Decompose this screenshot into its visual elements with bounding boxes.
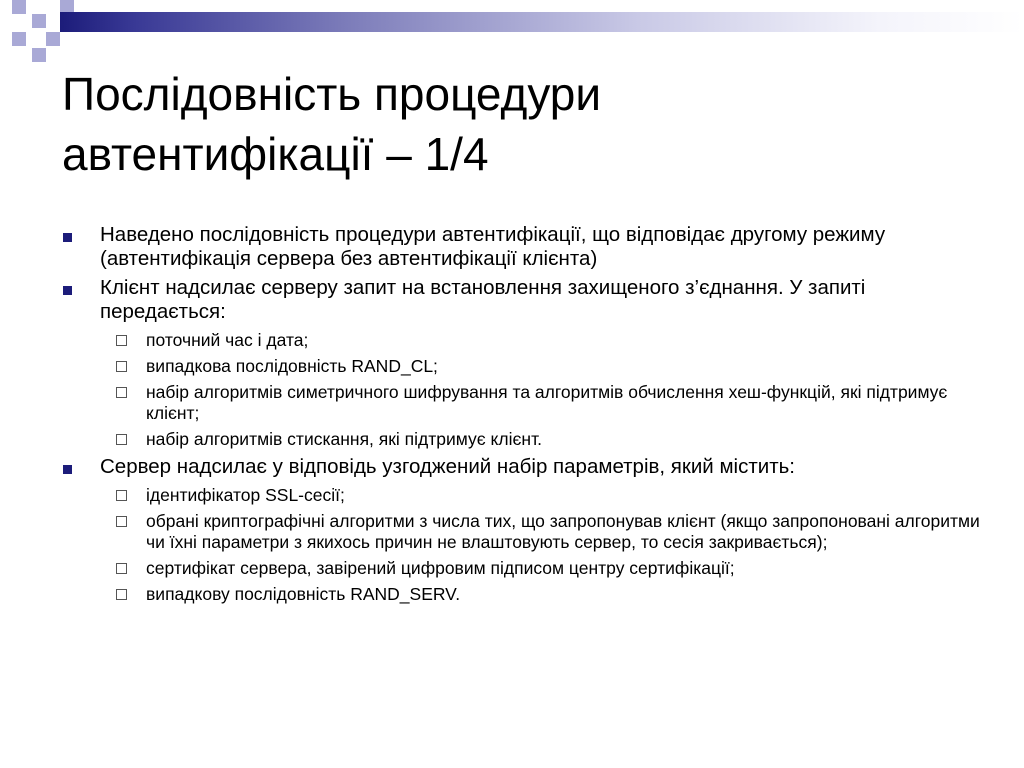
bullet-text: Клієнт надсилає серверу запит на встановлення захищеного з’єднання. У запиті передається: bbox=[100, 276, 866, 323]
sub-bullet-text: набір алгоритмів симетричного шифрування та алгоритмів обчислення хеш-функцій, які підтримує клієнт; bbox=[146, 382, 948, 423]
title-line: автентифікації – 1/4 bbox=[62, 128, 489, 180]
bullet-text: Сервер надсилає у відповідь узгоджений набір параметрів, який містить: bbox=[100, 455, 795, 478]
hollow-square-bullet-icon bbox=[116, 387, 127, 398]
square-bullet-icon bbox=[63, 233, 72, 242]
hollow-square-bullet-icon bbox=[116, 335, 127, 346]
deco-square bbox=[12, 32, 26, 46]
hollow-square-bullet-icon bbox=[116, 361, 127, 372]
sub-bullet-item bbox=[62, 330, 982, 351]
slide-title bbox=[62, 64, 982, 184]
sub-bullet-item bbox=[62, 511, 982, 553]
deco-square bbox=[46, 32, 60, 46]
deco-square bbox=[60, 0, 74, 12]
sub-bullet-text: випадкову послідовність RAND_SERV. bbox=[146, 584, 461, 604]
bullet-item bbox=[62, 276, 982, 450]
bullet-item bbox=[62, 223, 982, 271]
sub-bullet-item bbox=[62, 356, 982, 377]
square-bullet-icon bbox=[63, 286, 72, 295]
sub-bullet-text: ідентифікатор SSL-сесії; bbox=[146, 485, 345, 505]
hollow-square-bullet-icon bbox=[116, 434, 127, 445]
slide-body bbox=[62, 223, 982, 610]
sub-bullet-item bbox=[62, 558, 982, 579]
sub-bullet-item bbox=[62, 429, 982, 450]
sub-bullet-text: обрані криптографічні алгоритми з числа тих, що запропонував клієнт (якщо запропоновані алгоритми чи їхні параметри з якихось причин не влаштовують сервер, то сесія закривається); bbox=[146, 511, 980, 552]
sub-bullet-item bbox=[62, 485, 982, 506]
hollow-square-bullet-icon bbox=[116, 490, 127, 501]
header-gradient-band bbox=[60, 12, 1024, 32]
sub-bullet-text: випадкова послідовність RAND_CL; bbox=[146, 356, 438, 376]
deco-square bbox=[32, 14, 46, 28]
sub-bullet-item bbox=[62, 584, 982, 605]
sub-bullet-item bbox=[62, 382, 982, 424]
deco-square bbox=[12, 0, 26, 14]
sub-bullet-text: набір алгоритмів стискання, які підтримує клієнт. bbox=[146, 429, 543, 449]
sub-bullet-text: сертифікат сервера, завірений цифровим підписом центру сертифікації; bbox=[146, 558, 735, 578]
hollow-square-bullet-icon bbox=[116, 563, 127, 574]
sub-bullet-list bbox=[100, 330, 982, 450]
sub-bullet-text: поточний час і дата; bbox=[146, 330, 309, 350]
square-bullet-icon bbox=[63, 465, 72, 474]
hollow-square-bullet-icon bbox=[116, 589, 127, 600]
title-line: Послідовність процедури bbox=[62, 68, 602, 120]
bullet-item bbox=[62, 455, 982, 605]
sub-bullet-list bbox=[100, 485, 982, 605]
deco-square bbox=[32, 48, 46, 62]
hollow-square-bullet-icon bbox=[116, 516, 127, 527]
bullet-text: Наведено послідовність процедури автентифікації, що відповідає другому режиму (автентифікація сервера без автентифікації клієнта) bbox=[100, 223, 886, 270]
